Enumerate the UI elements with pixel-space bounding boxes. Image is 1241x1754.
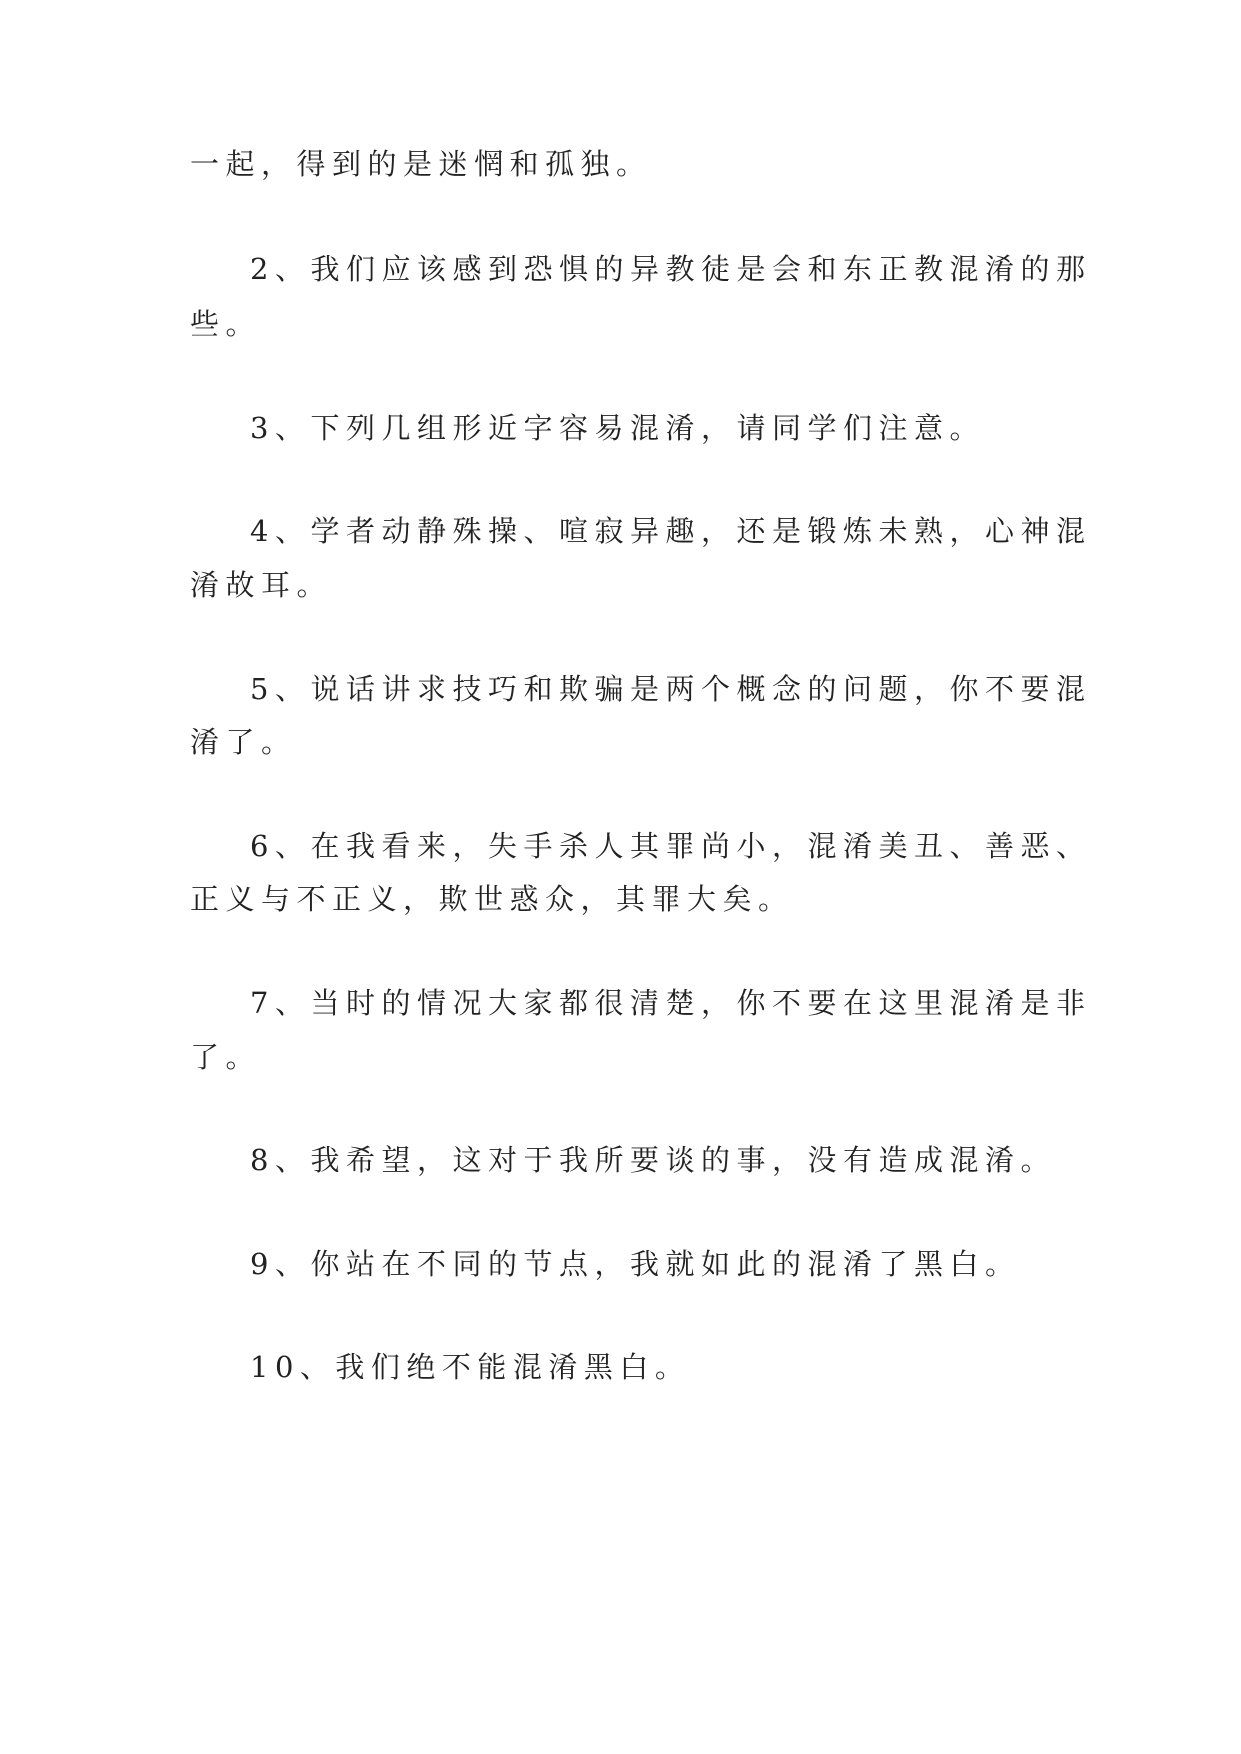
text-line-15: 10、我们绝不能混淆黑白。 <box>250 1350 691 1384</box>
text-line-11: 7、当时的情况大家都很清楚，你不要在这里混淆是非 <box>250 986 1092 1020</box>
text-line-7: 5、说话讲求技巧和欺骗是两个概念的问题，你不要混 <box>250 672 1092 706</box>
text-line-1: 一起，得到的是迷惘和孤独。 <box>190 147 652 181</box>
text-line-14: 9、你站在不同的节点，我就如此的混淆了黑白。 <box>250 1247 1021 1281</box>
text-line-5: 4、学者动静殊操、喧寂异趣，还是锻炼未熟，心神混 <box>250 514 1092 548</box>
text-line-9: 6、在我看来，失手杀人其罪尚小，混淆美丑、善恶、 <box>250 829 1092 863</box>
text-line-6: 淆故耳。 <box>190 568 333 602</box>
text-line-8: 淆了。 <box>190 725 297 759</box>
text-line-10: 正义与不正义，欺世惑众，其罪大矣。 <box>190 882 794 916</box>
text-line-13: 8、我希望，这对于我所要谈的事，没有造成混淆。 <box>250 1143 1056 1177</box>
text-line-4: 3、下列几组形近字容易混淆，请同学们注意。 <box>250 411 985 445</box>
text-line-12: 了。 <box>190 1040 262 1074</box>
text-line-3: 些。 <box>190 307 262 341</box>
text-line-2: 2、我们应该感到恐惧的异教徒是会和东正教混淆的那 <box>250 252 1092 286</box>
